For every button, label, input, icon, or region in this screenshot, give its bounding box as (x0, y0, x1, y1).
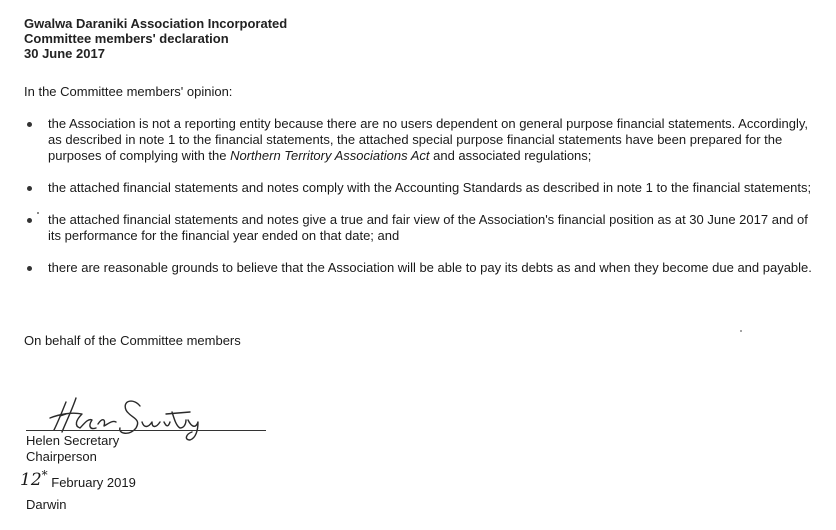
scan-speck (37, 212, 39, 214)
signatory-name: Helen Secretary (26, 433, 120, 448)
signature-line (26, 430, 266, 431)
signed-place: Darwin (26, 497, 67, 512)
signatory-role: Chairperson (26, 449, 97, 464)
document-header (24, 16, 287, 61)
bullet-icon (27, 122, 32, 127)
signed-month-year: February 2019 (51, 475, 136, 490)
organisation-name: Gwalwa Daraniki Association Incorporated (24, 16, 288, 31)
handwritten-day: 12 (20, 470, 42, 490)
handwritten-suffix: * (41, 468, 48, 482)
bullet-icon (27, 266, 32, 271)
bullet-icon (27, 186, 32, 191)
bullet-text: the attached financial statements and notes comply with the Accounting Standards as described in note 1 to the financial statements; (48, 180, 812, 195)
intro-text: In the Committee members' opinion: (24, 84, 233, 99)
list-item (24, 116, 814, 164)
bullet-icon (27, 218, 32, 223)
list-item (24, 260, 814, 276)
opinion-list (24, 116, 814, 292)
document-date: 30 June 2017 (24, 46, 105, 61)
list-item (24, 212, 814, 244)
signatory-block (26, 433, 119, 465)
bullet-text: there are reasonable grounds to believe that the Association will be able to pay its debts as and when they become due and payable. (48, 260, 812, 275)
act-name: Northern Territory Associations Act (230, 148, 430, 163)
bullet-text-after: and associated regulations; (429, 148, 592, 163)
bullet-text: the attached financial statements and notes give a true and fair view of the Association's financial position as at 30 June 2017 and of its performance for the financial year ended on that date; and (48, 212, 808, 243)
signed-date (20, 468, 136, 491)
on-behalf-text: On behalf of the Committee members (24, 333, 241, 348)
bullet-text-before: the Association is not a reporting entity because there are no users dependent on general purpose financial statements. Accordingly, as described in note 1 to the financial statements, the attached special purpose financial statements have been prepared for the purposes of complying with the (48, 116, 809, 163)
scan-speck (740, 330, 742, 332)
document-title: Committee members' declaration (24, 31, 229, 46)
list-item (24, 180, 814, 196)
